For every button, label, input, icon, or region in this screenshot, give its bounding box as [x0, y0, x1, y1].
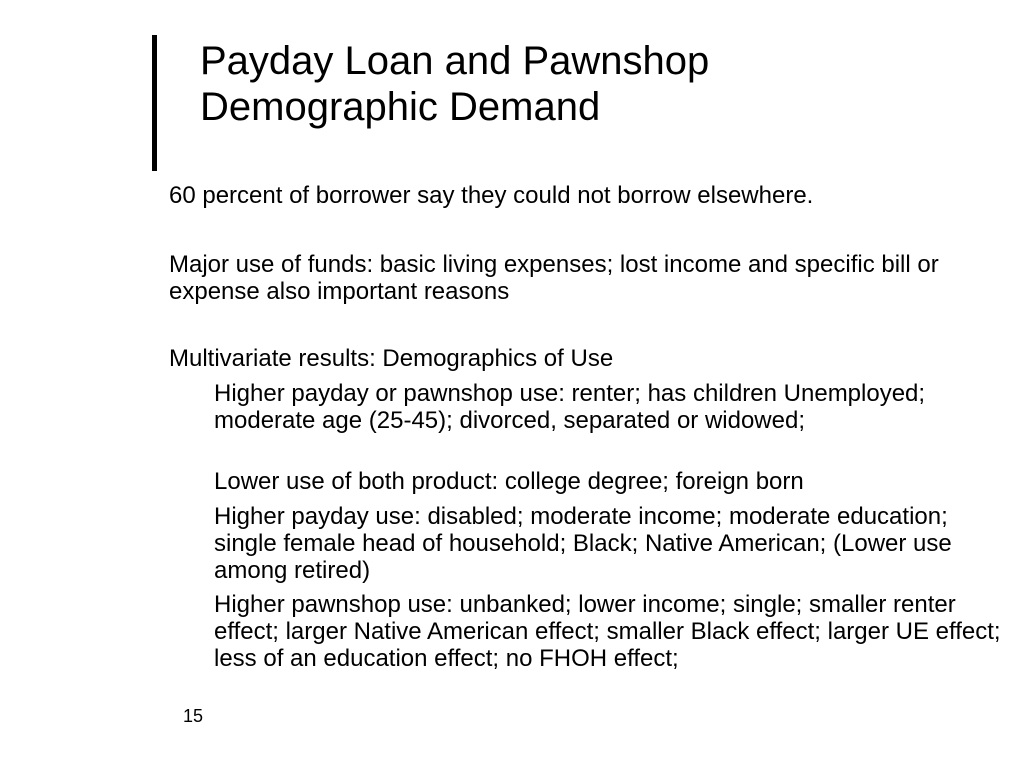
- sub-bullet-text: Higher payday use: disabled; moderate income; moderate education; single female head of household; Black; Native American; (Lower use among retired): [214, 503, 952, 584]
- bullet-item: [169, 345, 989, 372]
- square-bullet-icon: [131, 354, 143, 366]
- sub-bullet-text: Lower use of both product: college degree; foreign born: [214, 468, 804, 495]
- square-bullet-icon: [181, 476, 193, 488]
- bullet-item: [169, 182, 989, 209]
- bullet-text: 60 percent of borrower say they could not borrow elsewhere.: [169, 182, 814, 209]
- sub-bullet-item: [214, 503, 1004, 584]
- sub-bullet-text: Higher pawnshop use: unbanked; lower income; single; smaller renter effect; larger Native American effect; smaller Black effect; larger UE effect; less of an education effect; no FHOH effect;: [214, 591, 1001, 672]
- square-bullet-icon: [181, 511, 193, 523]
- bullet-text: Multivariate results: Demographics of Use: [169, 345, 614, 372]
- bullet-item: [169, 251, 989, 305]
- bullet-text: Major use of funds: basic living expenses; lost income and specific bill or expense also important reasons: [169, 251, 939, 305]
- sub-bullet-item: [214, 591, 1004, 672]
- slide-title-line-1: Payday Loan and Pawnshop: [200, 39, 710, 83]
- slide-title-line-2: Demographic Demand: [200, 85, 601, 129]
- slide-number: 15: [183, 706, 204, 726]
- sub-bullet-text: Higher payday or pawnshop use: renter; has children Unemployed; moderate age (25-45); divorced, separated or widowed;: [214, 380, 926, 434]
- square-bullet-icon: [131, 191, 143, 203]
- sub-bullet-item: [214, 468, 1004, 495]
- square-bullet-icon: [181, 599, 193, 611]
- square-bullet-icon: [181, 388, 193, 400]
- square-bullet-icon: [131, 260, 143, 272]
- sub-bullet-item: [214, 380, 1004, 434]
